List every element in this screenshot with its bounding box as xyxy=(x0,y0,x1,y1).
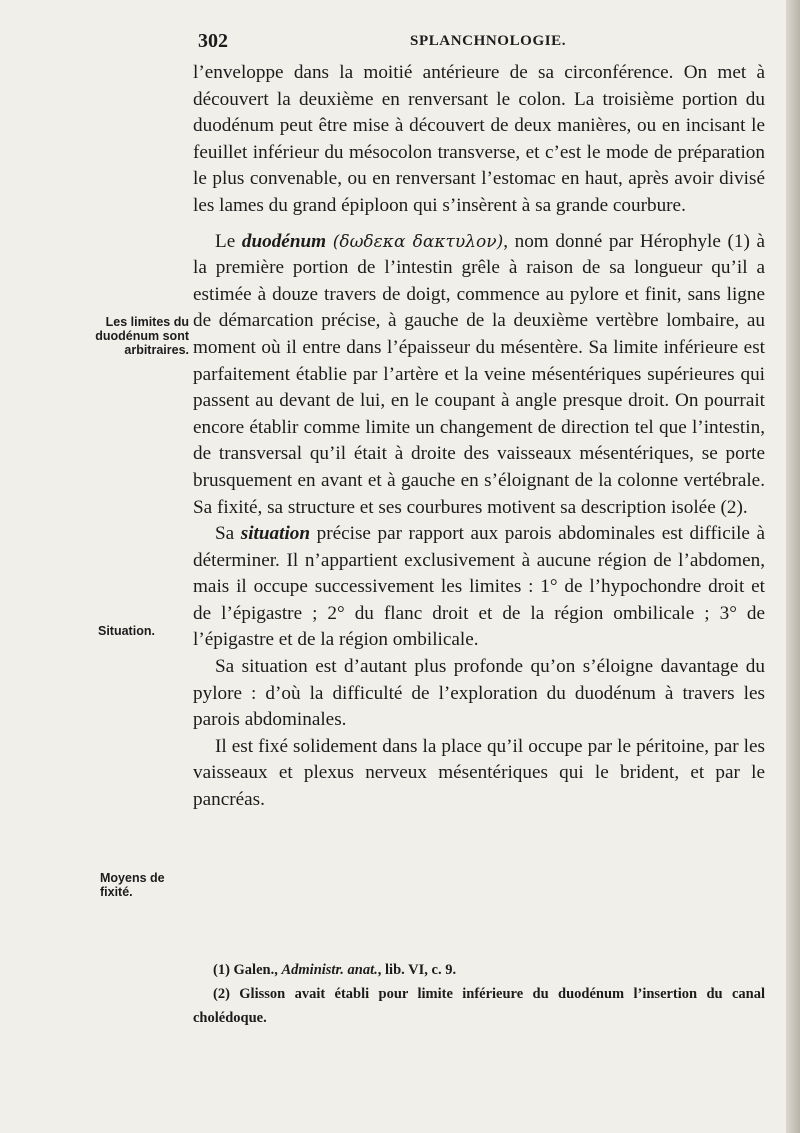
paragraph-2-rest: , nom donné par Hérophyle (1) à la première portion de l’intestin grêle à raison de sa longueur qu’il a estimée à douze travers de doigt, commence au pylore et finit, sans ligne de démarcation précise, à gauche de la deuxième vertèbre lombaire, au moment où il entre dans l’épaisseur du mésentère. Sa limite inférieure est parfaitement établie par l’artère et la veine mésentériques supérieures qui passent au devant de lui, en le coupant à angle presque droit. On pourrait encore établir comme limite un changement de direction tel que l’intestin, de transversal qu’il était à droite des vaisseaux mésentériques, se porte brusquement en avant et à gauche en s’éloignant de la colonne vertébrale. Sa fixité, sa structure et ses courbures motivent sa description isolée (2). xyxy=(193,230,765,518)
footnotes xyxy=(193,958,765,1030)
margin-note-situation: Situation. xyxy=(98,624,155,638)
footnote-2: (2) Glisson avait établi pour limite inférieure du duodénum l’insertion du canal cholédoque. xyxy=(193,986,765,1026)
running-head: SPLANCHNOLOGIE. xyxy=(410,33,567,49)
footnote-1 xyxy=(193,958,765,982)
paragraph-1: l’enveloppe dans la moitié antérieure de sa circonférence. On met à découvert la deuxième en renversant le colon. La troisième portion du duodénum peut être mise à découvert de deux manières, ou en incisant le feuillet inférieur du mésocolon transverse, et c’est le mode de préparation le plus convenable, ou en renversant l’estomac en haut, après avoir divisé les lames du grand épiploon qui s’insèrent à sa grande courbure. xyxy=(193,62,765,216)
main-text xyxy=(193,60,765,814)
paragraph-3 xyxy=(193,521,765,654)
paragraph-2 xyxy=(193,229,765,522)
paragraph-5: Il est fixé solidement dans la place qu’il occupe par le péritoine, par les vaisseaux et plexus nerveux mésentériques qui le brident, et par le pancréas. xyxy=(193,735,765,811)
paragraph-2-start: Le xyxy=(215,230,242,252)
term-duodenum: duodénum xyxy=(241,230,327,252)
margin-note-limites: Les limites du duodénum sont arbitraires. xyxy=(95,315,189,357)
margin-note-fixite: Moyens de fixité. xyxy=(100,871,165,899)
paragraph-4: Sa situation est d’autant plus profonde qu’on s’éloigne davantage du pylore : d’où la difficulté de l’exploration du duodénum à travers les parois abdominales. xyxy=(193,656,765,731)
footnote-1-prefix: (1) Galen., xyxy=(213,962,282,978)
footnote-1-title: Administr. anat. xyxy=(281,962,378,978)
paragraph-3-rest: précise par rapport aux parois abdominales est difficile à déterminer. Il n’appartient exclusivement à aucune région de l’abdomen, mais il occupe successivement les limites : 1° de l’hypochondre droit et de l’épigastre ; 2° du flanc droit et de la région ombilicale ; 3° de l’épigastre et de la région ombilicale. xyxy=(193,523,765,651)
term-situation: situation xyxy=(240,523,311,545)
paragraph-3-start: Sa xyxy=(215,523,241,545)
footnote-1-suffix: , lib. VI, c. 9. xyxy=(377,962,457,978)
greek-etymology: (δωδεκα δακτυλον) xyxy=(332,231,504,252)
page-header xyxy=(198,30,758,56)
page-edge-shadow xyxy=(786,0,800,1133)
page-number: 302 xyxy=(198,30,228,52)
